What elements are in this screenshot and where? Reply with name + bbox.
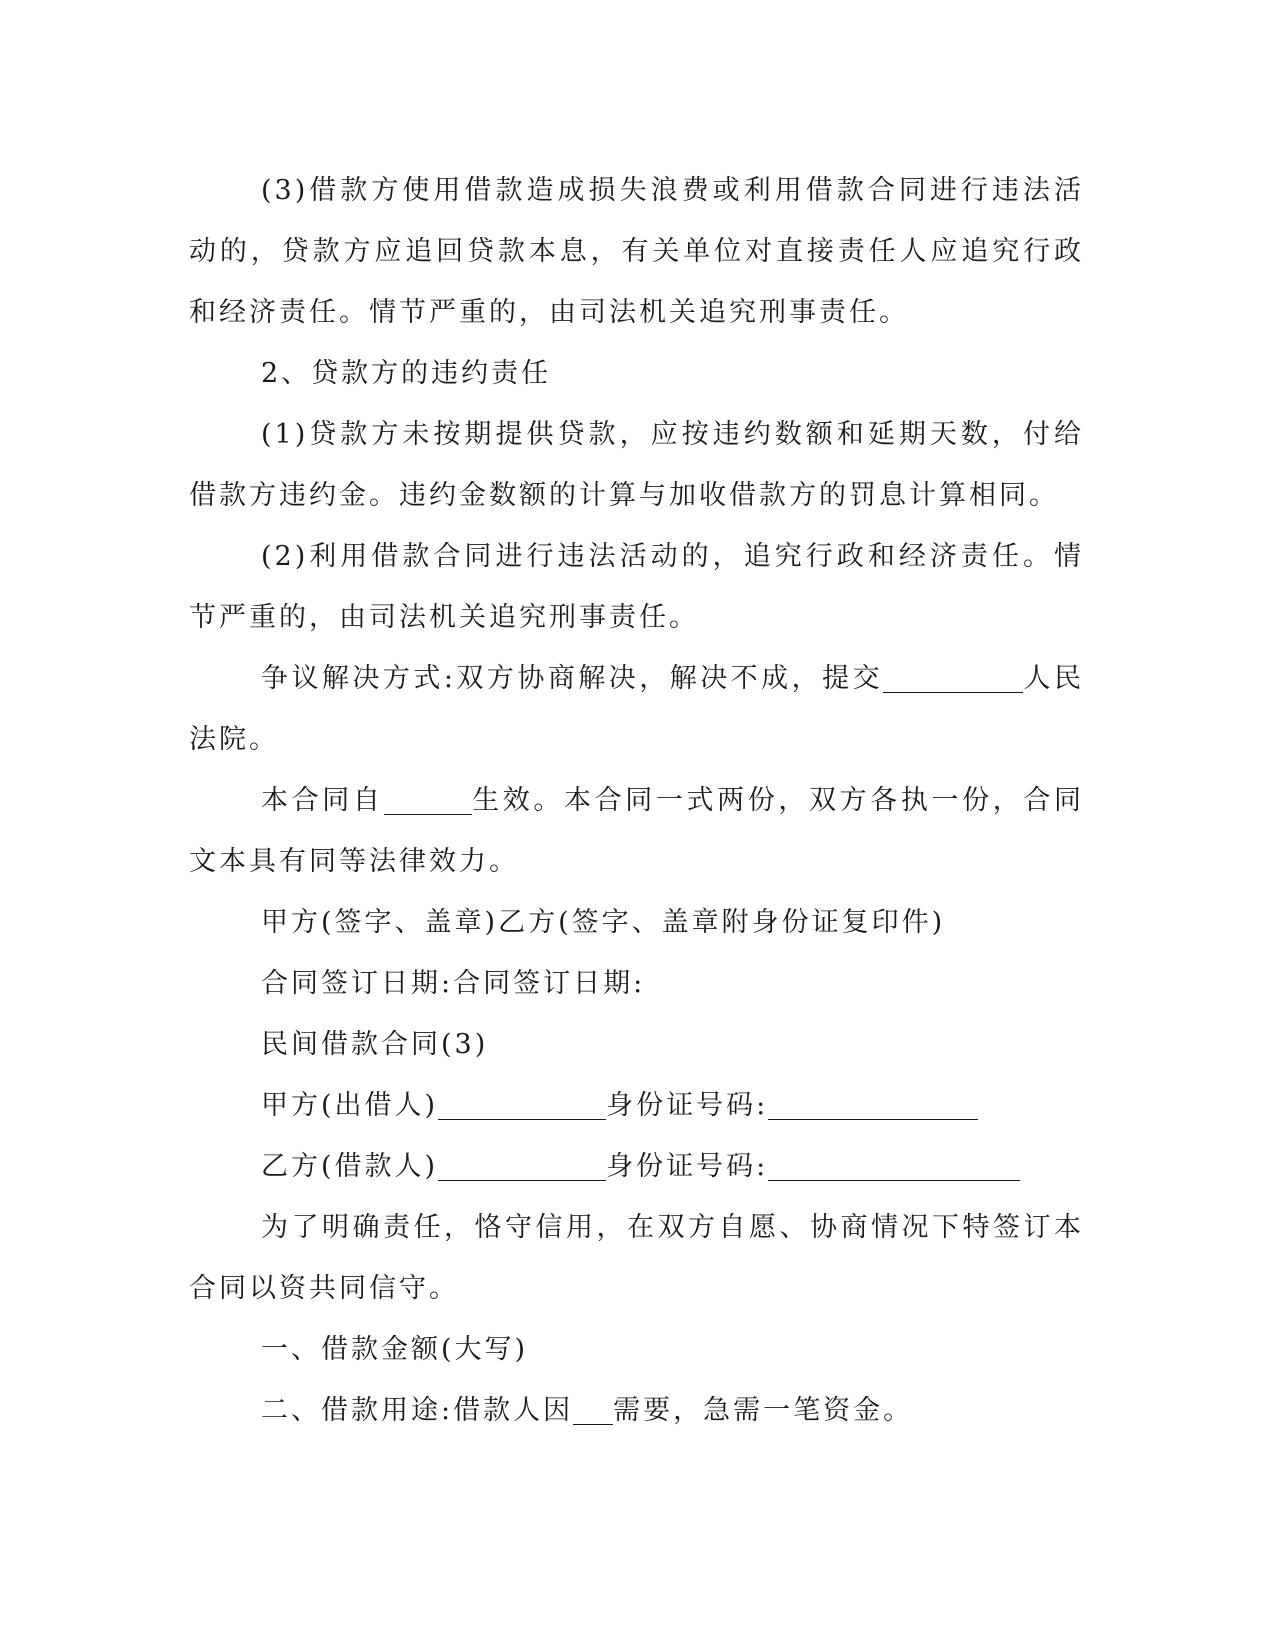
document-body: [189, 160, 1084, 1441]
section-loan-amount: 一、借款金额(大写): [261, 1334, 529, 1365]
lender-info-line: [189, 1075, 1084, 1136]
section-loan-purpose: [189, 1380, 1084, 1441]
clause-effective-date: [189, 770, 1084, 892]
dispute-text-after: 人民法院。: [189, 663, 1084, 755]
effective-date-blank: [384, 784, 472, 815]
dispute-text-before: 争议解决方式:双方协商解决，解决不成，提交: [261, 663, 884, 694]
purpose-blank: [573, 1394, 613, 1425]
clause-dispute-resolution: [189, 648, 1084, 770]
contract-preamble: 为了明确责任，恪守信用，在双方自愿、协商情况下特签订本合同以资共同信守。: [189, 1212, 1084, 1304]
borrower-label: 乙方(借款人): [261, 1151, 439, 1182]
lender-label: 甲方(出借人): [261, 1090, 439, 1121]
purpose-text-after: 需要，急需一笔资金。: [613, 1395, 914, 1426]
court-name-blank: [883, 662, 1023, 693]
contract-title: 民间借款合同(3): [261, 1029, 489, 1060]
borrower-id-label: 身份证号码:: [606, 1151, 769, 1182]
clause-lender-liability-1: (1)贷款方未按期提供贷款，应按违约数额和延期天数，付给借款方违约金。违约金数额的计算与加收借款方的罚息计算相同。: [189, 419, 1084, 511]
signing-date-line: 合同签订日期:合同签订日期:: [261, 968, 646, 999]
lender-id-label: 身份证号码:: [606, 1090, 769, 1121]
signature-line: 甲方(签字、盖章)乙方(签字、盖章附身份证复印件): [261, 907, 946, 938]
effective-text-after: 生效。本合同一式两份，双方各执一份，合同文本具有同等法律效力。: [189, 785, 1084, 877]
clause-lender-liability-2: (2)利用借款合同进行违法活动的，追究行政和经济责任。情节严重的，由司法机关追究刑事责任。: [189, 541, 1084, 633]
borrower-info-line: [189, 1136, 1084, 1197]
borrower-id-blank: [768, 1150, 1020, 1181]
effective-text-before: 本合同自: [261, 785, 384, 816]
purpose-text-before: 二、借款用途:借款人因: [261, 1395, 574, 1426]
borrower-name-blank: [438, 1150, 606, 1181]
lender-name-blank: [438, 1089, 606, 1120]
clause-borrower-liability-3: (3)借款方使用借款造成损失浪费或利用借款合同进行违法活动的，贷款方应追回贷款本息，有关单位对直接责任人应追究行政和经济责任。情节严重的，由司法机关追究刑事责任。: [189, 175, 1084, 328]
section-heading-lender-liability: 2、贷款方的违约责任: [261, 358, 552, 389]
lender-id-blank: [768, 1089, 978, 1120]
